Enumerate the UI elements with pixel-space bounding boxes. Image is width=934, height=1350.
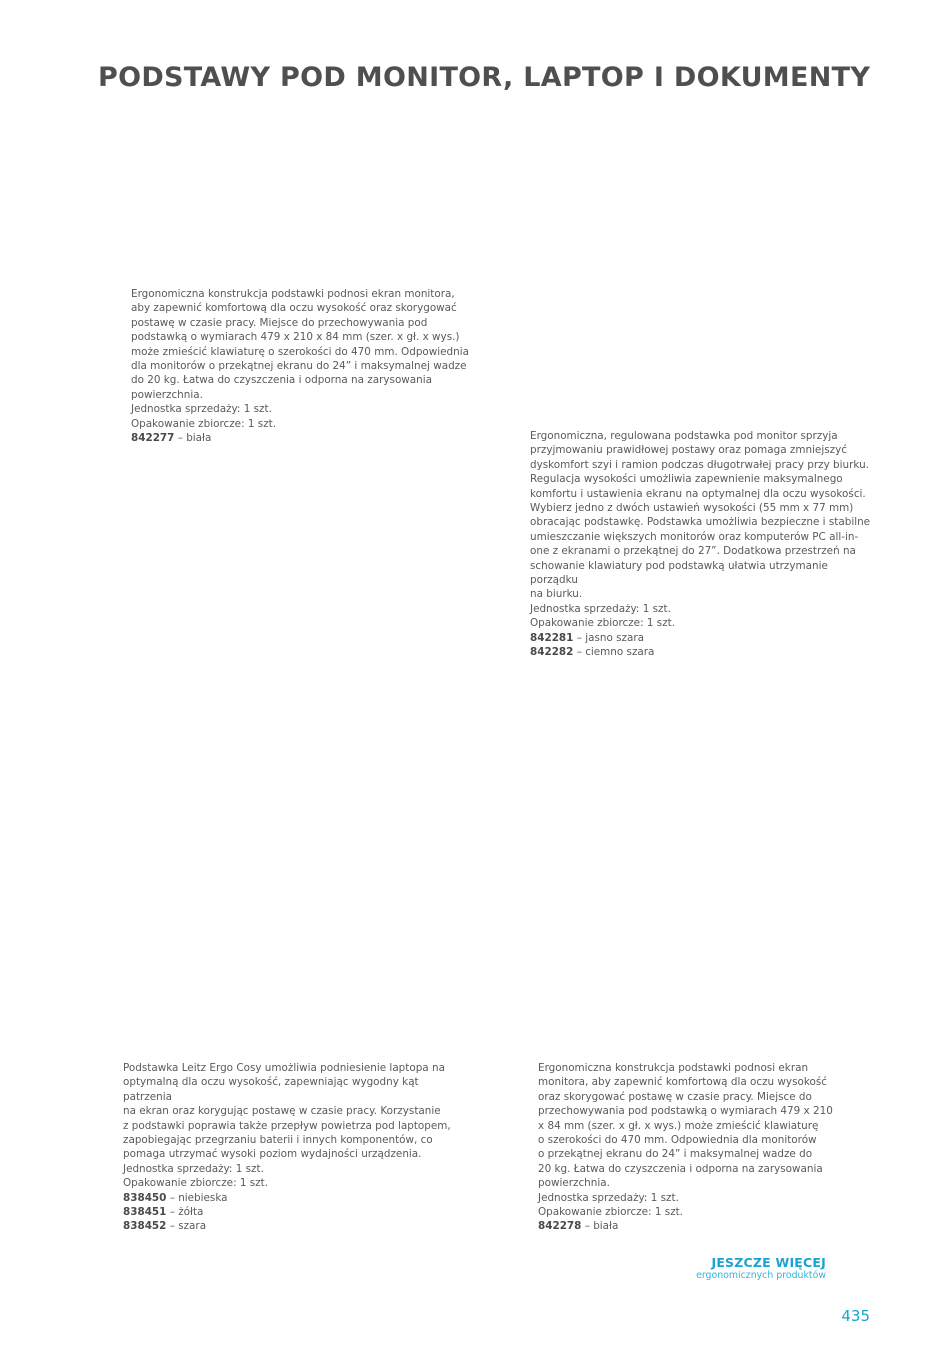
product-description-monitor-stand-white [131, 287, 476, 445]
product-code: 842281 [530, 631, 574, 644]
package-unit-text: Opakowanie zbiorcze: 1 szt. [538, 1206, 684, 1219]
product-variant: – ciemno szara [573, 646, 655, 659]
product-variant: – biała [581, 1220, 619, 1233]
product-variant: – szara [166, 1220, 207, 1233]
sales-unit-text: Jednostka sprzedaży: 1 szt. [538, 1191, 679, 1204]
product-code-line [530, 631, 875, 645]
product-description-text: Ergonomiczna konstrukcja podstawki podnosi ekran monitora, aby zapewnić komfortową dla oczu wysokość oraz skorygować postawę w czasie pracy. Miejsce do przechowywania pod podstawką o wymiarach 479 x 210 x 84 mm (szer. x gł. x wys.) może zmieścić klawiaturę o szerokości do 470 mm. Odpowiednia dla monitorów o przekątnej ekranu do 24” i maksymalnej wadze do 20 kg. Łatwa do czyszczenia i odporna na zarysowania powierzchnia. [538, 1062, 833, 1190]
product-code: 842277 [131, 432, 175, 445]
package-unit-text: Opakowanie zbiorcze: 1 szt. [131, 417, 277, 430]
page-number: 435 [841, 1307, 870, 1325]
product-description-adjustable-monitor-stand [530, 429, 875, 660]
product-description-text: Ergonomiczna, regulowana podstawka pod monitor sprzyja przyjmowaniu prawidłowej postawy oraz pomaga zmniejszyć dyskomfort szyi i ramion podczas długotrwałej pracy przy biurku. Regulacja wysokości umożliwia zapewnienie maksymalnego komfortu i ustawienia ekranu na optymalnej dla oczu wysokości. Wybierz jedno z dwóch ustawień wysokości (55 mm x 77 mm) obracając podstawkę. Podstawka umożliwia bezpieczne i stabilne umieszczanie większych monitorów oraz komputerów PC all-in- one z ekranami o przekątnej do 27”. Dodatkowa przestrzeń na schowanie klawiatury pod podstawką ułatwia utrzymanie porządku na biurku. [530, 430, 871, 601]
product-variant: – jasno szara [573, 631, 644, 644]
product-code-line [123, 1219, 468, 1233]
product-code-line [123, 1191, 468, 1205]
product-description-text: Ergonomiczna konstrukcja podstawki podnosi ekran monitora, aby zapewnić komfortową dla oczu wysokość oraz skorygować postawę w czasie pracy. Miejsce do przechowywania pod podstawką o wymiarach 479 x 210 x 84 mm (szer. x gł. x wys.) może zmieścić klawiaturę o szerokości do 470 mm. Odpowiednia dla monitorów o przekątnej ekranu do 24” i maksymalnej wadze do 20 kg. Łatwa do czyszczenia i odporna na zarysowania powierzchnia. [131, 288, 469, 401]
product-code-line [123, 1205, 468, 1219]
sales-unit-text: Jednostka sprzedaży: 1 szt. [131, 403, 272, 416]
package-unit-text: Opakowanie zbiorcze: 1 szt. [123, 1177, 269, 1190]
product-description-text: Podstawka Leitz Ergo Cosy umożliwia podniesienie laptopa na optymalną dla oczu wysokość, zapewniając wygodny kąt patrzenia na ekran oraz korygując postawę w czasie pracy. Korzystanie z podstawki poprawia także przepływ powietrza pod laptopem, zapobiegając przegrzaniu baterii i innych komponentów, co pomaga utrzymać wysoki poziom wydajności urządzenia. [123, 1062, 451, 1161]
product-description-monitor-stand-white-2 [538, 1061, 883, 1234]
page-title: PODSTAWY POD MONITOR, LAPTOP I DOKUMENTY [98, 62, 871, 93]
product-code: 838451 [123, 1206, 167, 1219]
more-ergonomic-products-link[interactable] [696, 1255, 826, 1281]
product-code: 838452 [123, 1220, 167, 1233]
product-description-laptop-stand [123, 1061, 468, 1234]
product-code: 842278 [538, 1220, 582, 1233]
sales-unit-text: Jednostka sprzedaży: 1 szt. [530, 602, 671, 615]
sales-unit-text: Jednostka sprzedaży: 1 szt. [123, 1162, 264, 1175]
product-code-line [530, 645, 875, 659]
product-code-line [131, 431, 476, 445]
more-subtitle: ergonomicznych produktów [696, 1270, 826, 1281]
product-variant: – biała [174, 432, 212, 445]
product-variant: – niebieska [166, 1191, 228, 1204]
package-unit-text: Opakowanie zbiorcze: 1 szt. [530, 617, 676, 630]
more-title: JESZCZE WIĘCEJ [711, 1255, 826, 1270]
product-code: 838450 [123, 1191, 167, 1204]
product-variant: – żółta [166, 1206, 204, 1219]
product-code: 842282 [530, 646, 574, 659]
product-code-line [538, 1219, 883, 1233]
